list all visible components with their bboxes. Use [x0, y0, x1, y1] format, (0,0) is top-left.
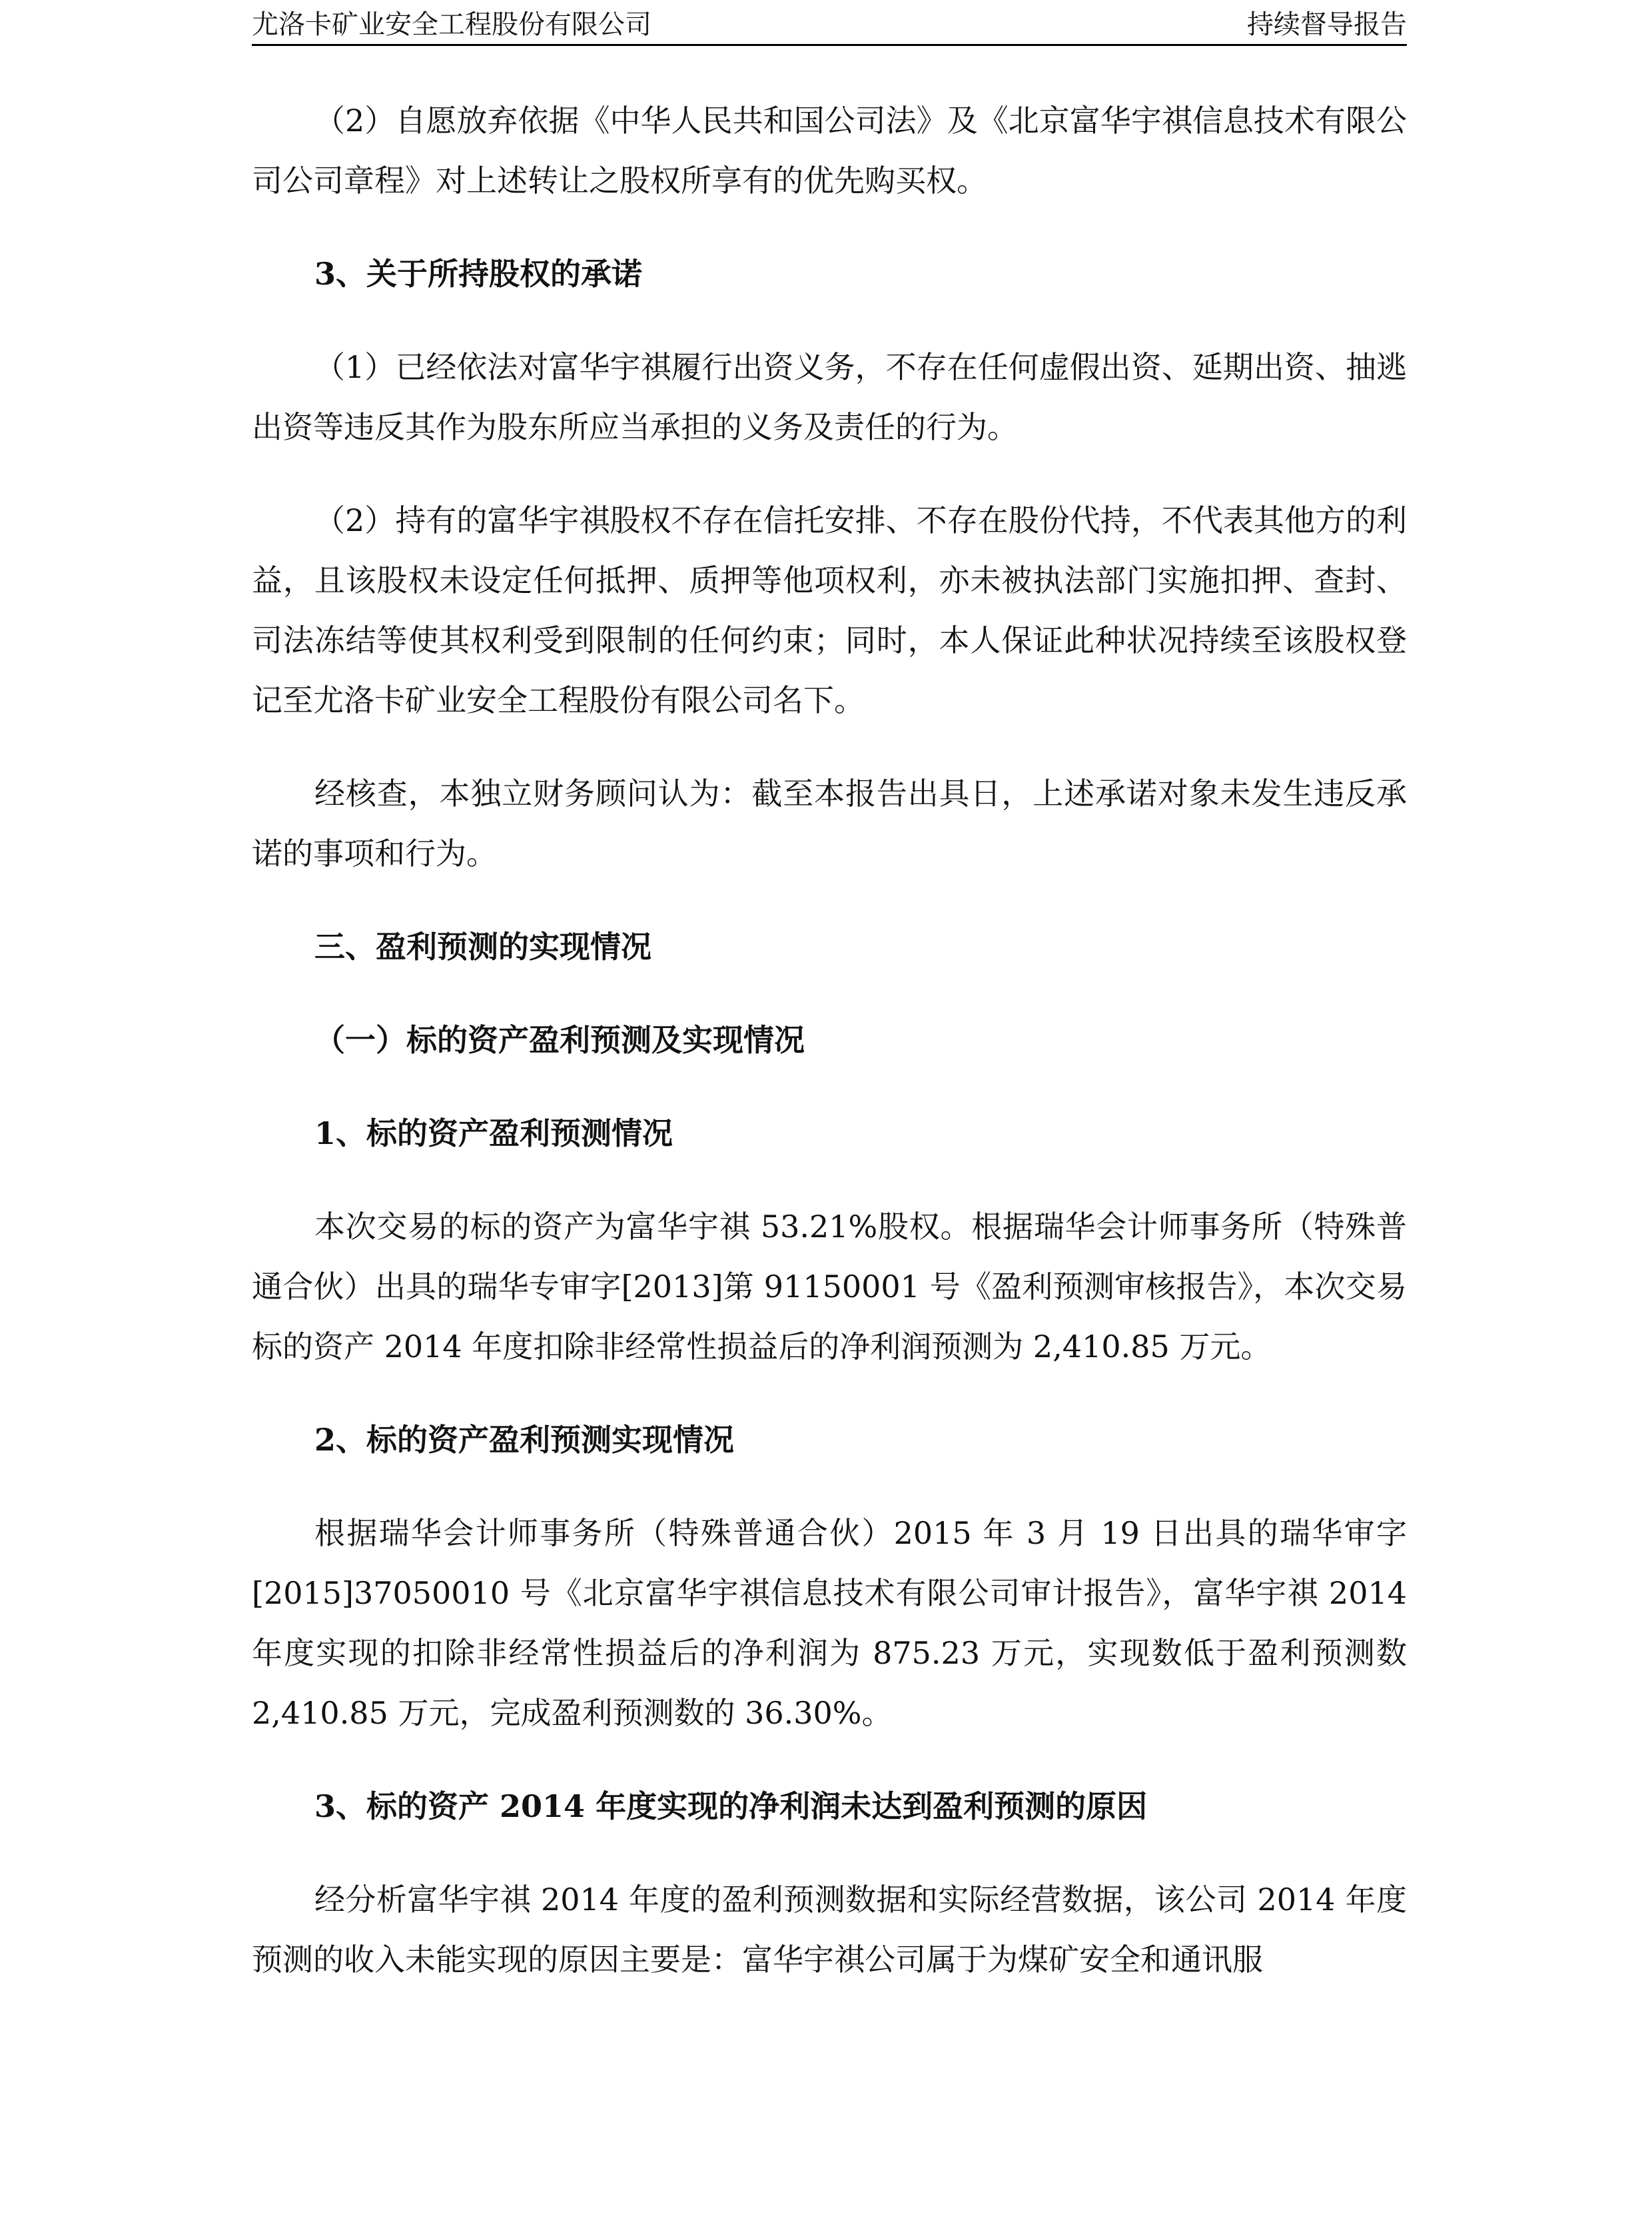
paragraph-shortfall-analysis: 经分析富华宇祺 2014 年度的盈利预测数据和实际经营数据，该公司 2014 年度预测的收入未能实现的原因主要是：富华宇祺公司属于为煤矿安全和通讯服	[252, 1882, 1407, 1977]
paragraph-forecast: 本次交易的标的资产为富华宇祺 53.21%股权。根据瑞华会计师事务所（特殊普通合伙）出具的瑞华专审字[2013]第 91150001 号《盈利预测审核报告》，本次交易标的资产 2014 年度扣除非经常性损益后的净利润预测为 2,410.85 万元。	[252, 1209, 1407, 1365]
document-body	[252, 91, 1407, 2023]
paragraph-capital-contribution: （1）已经依法对富华宇祺履行出资义务，不存在任何虚假出资、延期出资、抽逃出资等违反其作为股东所应当承担的义务及责任的行为。	[252, 349, 1407, 445]
heading-subsection-one: （一）标的资产盈利预测及实现情况	[314, 1022, 805, 1058]
heading-forecast: 1、标的资产盈利预测情况	[314, 1115, 673, 1151]
header-report-title: 持续督导报告	[1247, 9, 1407, 40]
header-company-name: 尤洛卡矿业安全工程股份有限公司	[252, 9, 651, 40]
paragraph-advisor-conclusion: 经核查，本独立财务顾问认为：截至本报告出具日，上述承诺对象未发生违反承诺的事项和行为。	[252, 776, 1407, 871]
paragraph-realization: 根据瑞华会计师事务所（特殊普通合伙）2015 年 3 月 19 日出具的瑞华审字[2015]37050010 号《北京富华宇祺信息技术有限公司审计报告》，富华宇祺 2014 年度实现的扣除非经常性损益后的净利润为 875.23 万元，实现数低于盈利预测数 2,410.85 万元，完成盈利预测数的 36.30%。	[252, 1515, 1407, 1731]
heading-equity-commitment: 3、关于所持股权的承诺	[314, 256, 643, 292]
paragraph-no-encumbrance: （2）持有的富华宇祺股权不存在信托安排、不存在股份代持，不代表其他方的利益，且该股权未设定任何抵押、质押等他项权利，亦未被执法部门实施扣押、查封、司法冻结等使其权利受到限制的任何约束；同时，本人保证此种状况持续至该股权登记至尤洛卡矿业安全工程股份有限公司名下。	[252, 502, 1407, 718]
paragraph-waive-preemptive-right: （2）自愿放弃依据《中华人民共和国公司法》及《北京富华宇祺信息技术有限公司公司章程》对上述转让之股权所享有的优先购买权。	[252, 103, 1407, 199]
page-header	[252, 5, 1407, 46]
heading-shortfall-reason: 3、标的资产 2014 年度实现的净利润未达到盈利预测的原因	[314, 1788, 1148, 1824]
heading-section-three: 三、盈利预测的实现情况	[314, 929, 651, 965]
heading-realization: 2、标的资产盈利预测实现情况	[314, 1422, 735, 1458]
